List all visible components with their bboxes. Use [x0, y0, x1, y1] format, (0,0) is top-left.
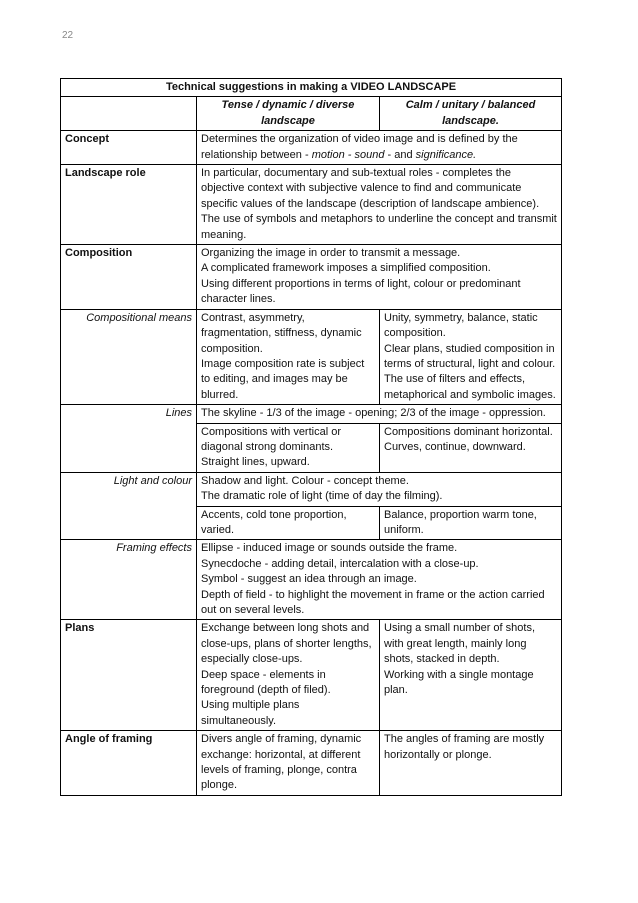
concept-label: Concept [61, 131, 197, 165]
framing-effects-line-2: Synecdoche - adding detail, intercalation with a close-up. [201, 557, 479, 570]
header-empty-cell [61, 97, 197, 131]
compositional-means-row [61, 309, 562, 404]
video-landscape-table [60, 78, 562, 796]
page-number: 22 [62, 30, 74, 41]
plans-calm [380, 620, 562, 731]
compositional-means-calm-2: Clear plans, studied composition in terms of structural, light and colour. [384, 342, 556, 370]
plans-label: Plans [61, 620, 197, 731]
plans-row [61, 620, 562, 731]
concept-text-italic-2: significance. [415, 148, 477, 161]
compositional-means-label: Compositional means [61, 309, 197, 404]
landscape-role-text [197, 165, 562, 245]
concept-text-2: - and [384, 148, 416, 161]
angle-row [61, 731, 562, 796]
plans-tense-3: Using multiple plans simultaneously. [201, 699, 300, 727]
header-row [61, 97, 562, 131]
header-calm: Calm / unitary / balanced landscape. [380, 97, 562, 131]
framing-effects-row [61, 540, 562, 620]
angle-tense: Divers angle of framing, dynamic exchange: horizontal, at different levels of framing, plonge, contra plonge. [197, 731, 380, 796]
concept-row [61, 131, 562, 165]
concept-text [197, 131, 562, 165]
framing-effects-line-4: Depth of field - to highlight the movement in frame or the action carried out on several levels. [201, 588, 545, 616]
lines-row [61, 405, 562, 423]
light-colour-calm: Balance, proportion warm tone, uniform. [380, 506, 562, 540]
light-colour-row [61, 472, 562, 506]
compositional-means-calm [380, 309, 562, 404]
lines-general: The skyline - 1/3 of the image - opening; 2/3 of the image - oppression. [197, 405, 562, 423]
header-tense: Tense / dynamic / diverse landscape [197, 97, 380, 131]
landscape-role-label: Landscape role [61, 165, 197, 245]
compositional-means-tense-1: Contrast, asymmetry, fragmentation, stiffness, dynamic composition. [201, 311, 362, 355]
landscape-role-row [61, 165, 562, 245]
angle-calm: The angles of framing are mostly horizontally or plonge. [380, 731, 562, 796]
plans-tense-1: Exchange between long shots and close-ups, plans of shorter lengths, especially close-ups. [201, 622, 372, 666]
plans-calm-1: Using a small number of shots, with great length, mainly long shots, stacked in depth. [384, 622, 536, 666]
lines-calm-1: Compositions dominant horizontal. [384, 425, 553, 438]
compositional-means-calm-1: Unity, symmetry, balance, static composition. [384, 311, 538, 340]
lines-calm [380, 423, 562, 472]
composition-line-3: Using different proportions in terms of light, colour or predominant character lines. [201, 277, 521, 306]
framing-effects-label: Framing effects [61, 540, 197, 620]
table-title: Technical suggestions in making a VIDEO LANDSCAPE [61, 79, 562, 97]
compositional-means-tense-2: Image composition rate is subject to editing, and images may be blurred. [201, 357, 365, 401]
lines-tense [197, 423, 380, 472]
compositional-means-tense [197, 309, 380, 404]
light-colour-label: Light and colour [61, 472, 197, 540]
composition-text [197, 245, 562, 310]
compositional-means-calm-3: The use of filters and effects, metaphorical and symbolic images. [384, 373, 556, 401]
framing-effects-text [197, 540, 562, 620]
title-row [61, 79, 562, 97]
composition-line-2: A complicated framework imposes a simplified composition. [201, 262, 491, 275]
plans-tense-2: Deep space - elements in foreground (depth of filed). [201, 668, 331, 697]
plans-tense [197, 620, 380, 731]
composition-label: Composition [61, 245, 197, 310]
concept-text-italic: motion - sound [311, 148, 385, 161]
lines-calm-2: Curves, continue, downward. [384, 440, 526, 453]
landscape-role-line-2: The use of symbols and metaphors to underline the concept and transmit meaning. [201, 213, 557, 241]
lines-label: Lines [61, 405, 197, 473]
light-colour-general [197, 472, 562, 506]
light-colour-tense: Accents, cold tone proportion, varied. [197, 506, 380, 540]
plans-calm-2: Working with a single montage plan. [384, 668, 534, 697]
landscape-role-line-1: In particular, documentary and sub-textual roles - completes the objective context with subjective valence to find and communicate specific values of the landscape (description of landscape ambience). [201, 167, 540, 210]
framing-effects-line-3: Symbol - suggest an idea through an image. [201, 573, 417, 586]
angle-label: Angle of framing [61, 731, 197, 796]
composition-row [61, 245, 562, 310]
light-colour-general-1: Shadow and light. Colour - concept theme. [201, 474, 409, 487]
lines-tense-2: Straight lines, upward. [201, 456, 310, 469]
concept-text-1: Determines the organization of video image and is defined by the relationship between - [201, 133, 518, 161]
composition-line-1: Organizing the image in order to transmit a message. [201, 247, 461, 260]
framing-effects-line-1: Ellipse - induced image or sounds outside the frame. [201, 542, 458, 555]
light-colour-general-2: The dramatic role of light (time of day the filming). [201, 490, 443, 503]
lines-tense-1: Compositions with vertical or diagonal strong dominants. [201, 425, 341, 453]
